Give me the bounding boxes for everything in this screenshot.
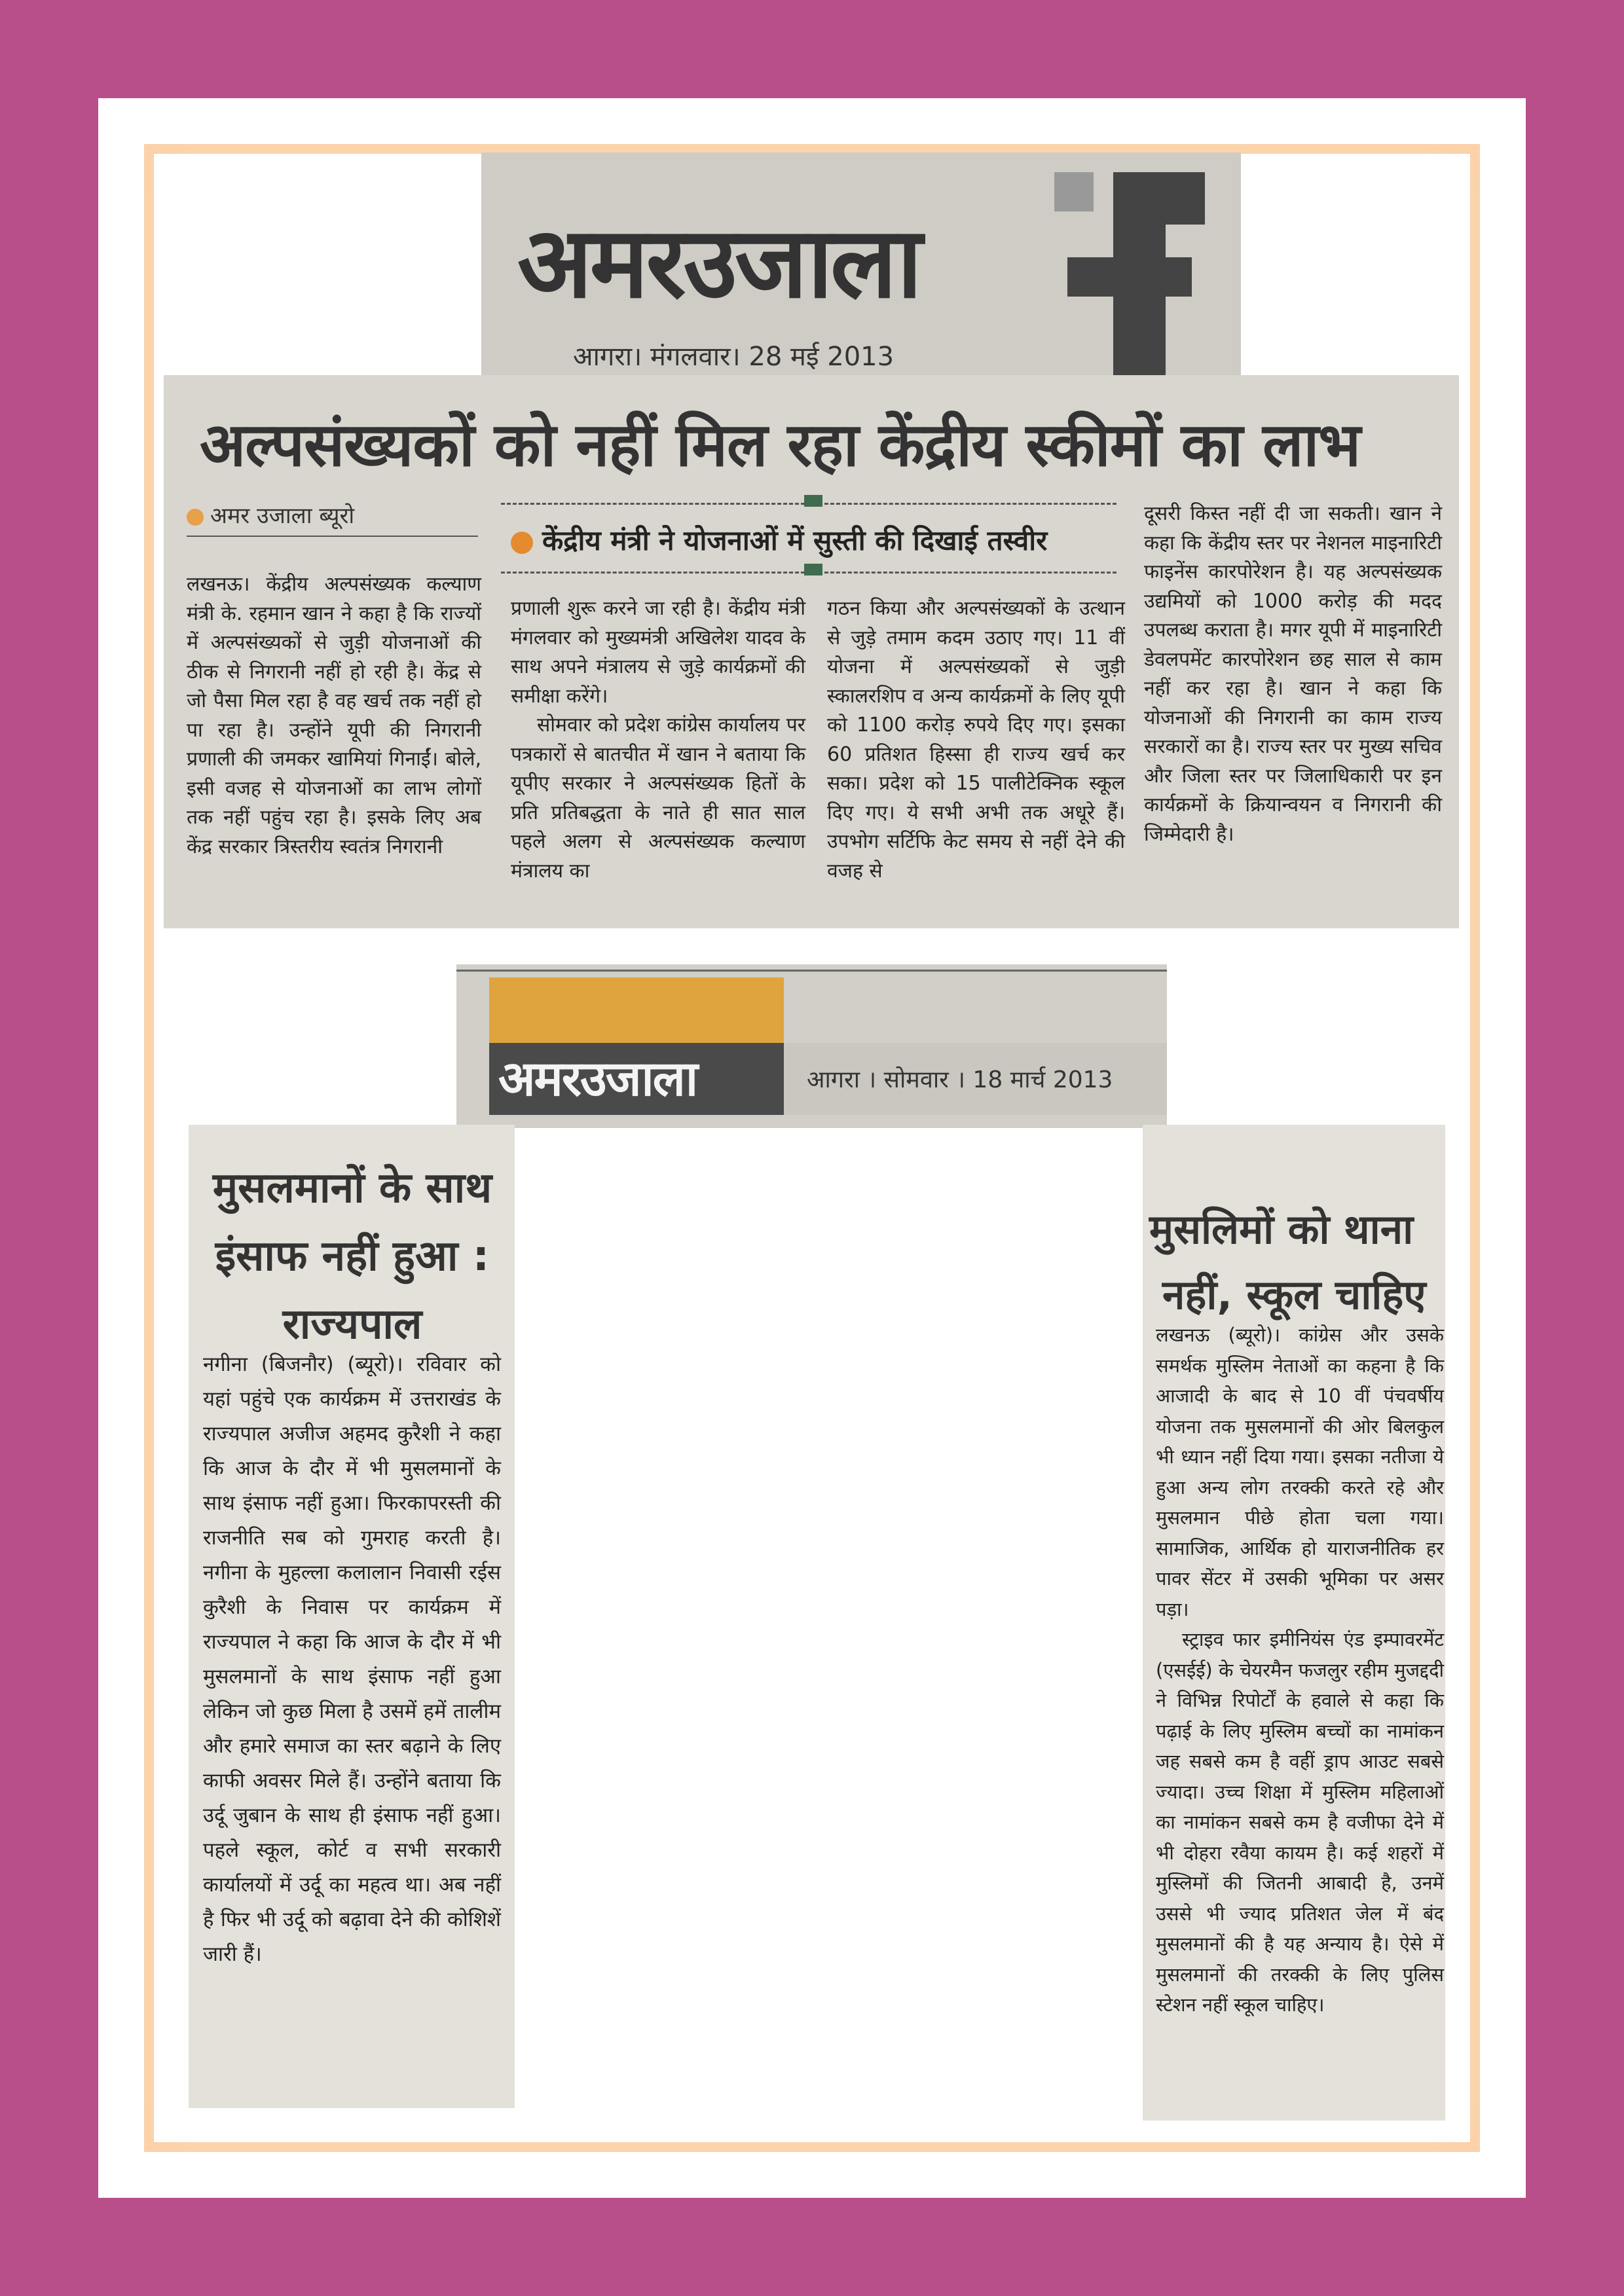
masthead-rule xyxy=(456,970,1167,972)
masthead-bottom xyxy=(456,964,1167,1128)
article-clipping-2 xyxy=(189,1125,515,2108)
bullet-icon xyxy=(187,509,204,526)
f-glyph-icon xyxy=(1054,172,1205,375)
masthead-dateline: आगरा। मंगलवार। 28 मई 2013 xyxy=(573,342,895,372)
article1-column-4: दूसरी किस्त नहीं दी जा सकती। खान ने कहा कि केंद्रीय स्तर पर नेशनल माइनारिटी फाइनेंस कारपोरेशन है। यह अल्पसंख्यक उद्यमियों को 1000 करोड़ की मदद उपलब्ध कराता है। मगर यूपी में माइनारिटी डेवलपमेंट कारपोरेशन छह साल से काम नहीं कर रहा है। खान ने कहा कि योजनाओं की निगरानी का काम राज्य सरकारों का है। राज्य स्तर पर मुख्य सचिव और जिला स्तर पर जिलाधिकारी पर इन कार्यक्रमों के क्रियान्वयन व निगरानी की जिम्मेदारी है। xyxy=(1144,502,1442,846)
article1-byline: अमर उजाला ब्यूरो xyxy=(187,500,354,530)
masthead-top xyxy=(481,153,1241,375)
bullet-icon xyxy=(511,532,533,554)
newspaper-logo: अमरउजाला xyxy=(489,1043,784,1115)
article1-column-2: प्रणाली शुरू करने जा रही है। केंद्रीय मंत्री मंगलवार को मुख्यमंत्री अखिलेश यादव के साथ अपने मंत्रालय से जुड़े कार्यक्रमों की समीक्षा करेंगे। सोमवार को प्रदेश कांग्रेस कार्यालय पर पत्रकारों से बातचीत में खान ने बताया कि यूपीए सरकार ने अल्पसंख्यक हितों के प्रति प्रतिबद्धता के नाते ही सात साल पहले अलग से अल्पसंख्यक कल्याण मंत्रालय का xyxy=(511,597,805,883)
article1-column-3: गठन किया और अल्पसंख्यकों के उत्थान से जुड़े तमाम कदम उठाए गए। 11 वीं योजना में अल्पसंख्यकों से जुड़ी स्कालरशिप व अन्य कार्यक्रमों के लिए यूपी को 1100 करोड़ रुपये दिए गए। इसका 60 प्रतिशत हिस्सा ही राज्य खर्च कर सका। प्रदेश को 15 पालीटेक्निक स्कूल दिए गए। ये सभी अभी तक अधूरे हैं। उपभोग सर्टिफि केट समय से नहीं देने की वजह से xyxy=(827,597,1125,883)
masthead-dateline: आगरा । सोमवार । 18 मार्च 2013 xyxy=(807,1066,1113,1093)
newspaper-logo: अमरउजाला xyxy=(517,206,920,320)
article1-subhead: केंद्रीय मंत्री ने योजनाओं में सुस्ती की दिखाई तस्वीर xyxy=(511,521,1047,558)
article1-column-1: लखनऊ। केंद्रीय अल्पसंख्यक कल्याण मंत्री के. रहमान खान ने कहा है कि राज्यों में अल्पसंख्यकों से जुड़ी योजनाओं की ठीक से निगरानी नहीं हो रही है। केंद्र से जो पैसा मिल रहा है वह खर्च तक नहीं हो पा रहा है। उन्होंने यूपी की निगरानी प्रणाली की जमकर खामियां गिनाईं। बोले, इसी वजह से योजनाओं का लाभ लोगों तक नहीं पहुंच रहा है। इसके लिए अब केंद्र सरकार त्रिस्तरीय स्वतंत्र निगरानी xyxy=(187,573,481,858)
masthead-color-block xyxy=(489,977,784,1043)
article-clipping-3 xyxy=(1143,1125,1445,2121)
byline-rule xyxy=(187,536,478,537)
marker-icon xyxy=(804,495,822,507)
article3-headline: मुसलिमों को थाना नहीं, स्कूल चाहिए xyxy=(1149,1205,1426,1319)
article3-body: लखनऊ (ब्यूरो)। कांग्रेस और उसके समर्थक मुस्लिम नेताओं का कहना है कि आजादी के बाद से 10 वीं पंचवर्षीय योजना तक मुसलमानों की ओर बिलकुल भी ध्यान नहीं दिया गया। इसका नतीजा ये हुआ अन्य लोग तरक्की करते रहे और मुसलमान पीछे होता चला गया। सामाजिक, आर्थिक हो याराजनीतिक हर पावर सेंटर में उसकी भूमिका पर असर पड़ा। स्ट्राइव फार इमीनियंस एंड इम्पावरमेंट (एसईई) के चेयरमैन फजलुर रहीम मुजद्ददी ने विभिन्न रिपोर्टों के हवाले से कहा कि पढ़ाई के लिए मुस्लिम बच्चों का नामांकन जह सबसे कम है वहीं ड्राप आउट सबसे ज्यादा। उच्च शिक्षा में मुस्लिम महिलाओं का नामांकन सबसे कम है वजीफा देने में भी दोहरा रवैया कायम है। कई शहरों में मुस्लिमों की जितनी आबादी है, उनमें उससे भी ज्याद प्रतिशत जेल में बंद मुसलमानों की है यह अन्याय है। ऐसे में मुसलमानों की तरक्की के लिए पुलिस स्टेशन नहीं स्कूल चाहिए। xyxy=(1156,1324,1444,2016)
article2-body: नगीना (बिजनौर) (ब्यूरो)। रविवार को यहां पहुंचे एक कार्यक्रम में उत्तराखंड के राज्यपाल अजीज अहमद कुरैशी ने कहा कि आज के दौर में भी मुसलमानों के साथ इंसाफ नहीं हुआ। फिरकापरस्ती की राजनीति सब को गुमराह करती है। नगीना के मुहल्ला कलालान निवासी रईस कुरैशी के निवास पर कार्यक्रम में राज्यपाल ने कहा कि आज के दौर में भी मुसलमानों के साथ इंसाफ नहीं हुआ लेकिन जो कुछ मिला है उसमें हमें तालीम और हमारे समाज का स्तर बढ़ाने के लिए काफी अवसर मिले हैं। उन्होंने बताया कि उर्दू जुबान के साथ ही इंसाफ नहीं हुआ। पहले स्कूल, कोर्ट व सभी सरकारी कार्यालयों में उर्दू का महत्व था। अब नहीं है फिर भी उर्दू को बढ़ावा देने की कोशिशें जारी हैं। xyxy=(203,1353,502,1966)
marker-icon xyxy=(804,564,822,575)
article-clipping-1 xyxy=(164,375,1459,928)
article1-headline: अल्पसंख्यकों को नहीं मिल रहा केंद्रीय स्कीमों का लाभ xyxy=(200,410,1361,480)
article2-headline: मुसलमानों के साथ इंसाफ नहीं हुआ : राज्यपाल xyxy=(212,1164,492,1349)
